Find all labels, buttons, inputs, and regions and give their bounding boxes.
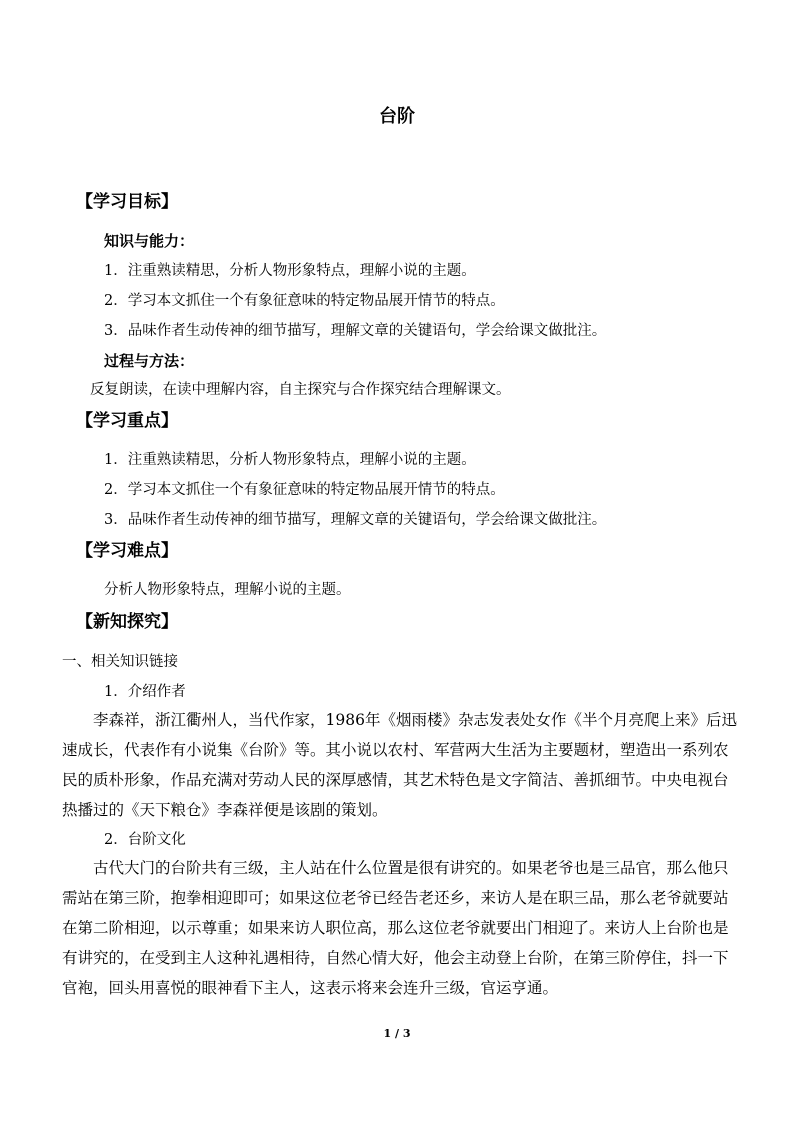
culture-paragraph: 古代大门的台阶共有三级，主人站在什么位置是很有讲究的。如果老爷也是三品官，那么他只需站在第三阶，抱拳相迎即可；如果这位老爷已经告老还乡，来访人是在职三品，那么老爷就要站在第二阶相迎，以示尊重；如果来访人职位高，那么这位老爷就要出门相迎了。来访人上台阶也是有讲究的，在受到主人这种礼遇相待，自然心情大好，他会主动登上台阶，在第三阶停住，抖一下官袍，回头用喜悦的眼神看下主人，这表示将来会连升三级，官运亨通。 — [62, 859, 729, 997]
process-text: 反复朗读，在读中理解内容，自主探究与合作探究结合理解课文。 — [90, 382, 511, 398]
goal-item-3: 3．品味作者生动传神的细节描写，理解文章的关键语句，学会给课文做批注。 — [104, 323, 607, 339]
key-item-2: 2．学习本文抓住一个有象征意味的特定物品展开情节的特点。 — [104, 482, 505, 498]
culture-subheading: 2．台阶文化 — [104, 832, 186, 848]
author-subheading: 1．介绍作者 — [104, 684, 186, 700]
author-paragraph: 李森祥，浙江衢州人，当代作家，1986年《烟雨楼》杂志发表处女作《半个月亮爬上来》后迅速成长，代表作有小说集《台阶》等。其小说以农村、军营两大生活为主要题材，塑造出一系列农民的质朴形象，作品充满对劳动人民的深厚感情，其艺术特色是文字简洁、善抓细节。中央电视台热播过的《天下粮仓》李森祥便是该剧的策划。 — [62, 711, 737, 819]
difficulty-text: 分析人物形象特点，理解小说的主题。 — [104, 582, 351, 598]
page-number: 1 / 3 — [383, 1027, 411, 1040]
heading-explore: 【新知探究】 — [76, 612, 178, 632]
heading-key-points: 【学习重点】 — [76, 411, 178, 431]
subheading-knowledge: 知识与能力： — [104, 232, 195, 250]
page-title: 台阶 — [379, 106, 415, 127]
subheading-process: 过程与方法： — [104, 352, 195, 370]
goal-item-1: 1．注重熟读精思，分析人物形象特点，理解小说的主题。 — [104, 263, 476, 279]
key-item-1: 1．注重熟读精思，分析人物形象特点，理解小说的主题。 — [104, 452, 476, 468]
goal-item-2: 2．学习本文抓住一个有象征意味的特定物品展开情节的特点。 — [104, 293, 505, 309]
part1-heading: 一、相关知识链接 — [62, 654, 178, 670]
key-item-3: 3．品味作者生动传神的细节描写，理解文章的关键语句，学会给课文做批注。 — [104, 512, 607, 528]
heading-difficulties: 【学习难点】 — [76, 541, 178, 561]
heading-learning-goals: 【学习目标】 — [76, 192, 178, 212]
